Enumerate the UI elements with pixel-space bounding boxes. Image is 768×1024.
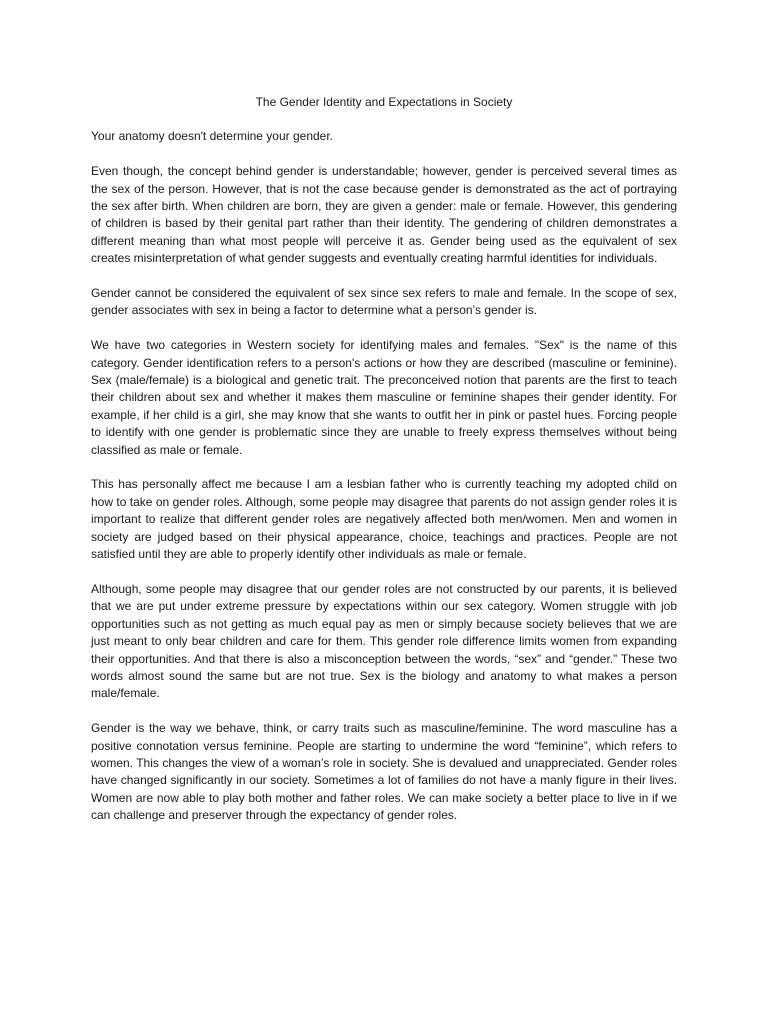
paragraph: This has personally affect me because I am a lesbian father who is currently teaching my adopted child on how to take on gender roles. Although, some people may disagree that parents do not assign gender roles it is important to realize that different gender roles are negatively affected both men/women. Men and women in society are judged based on their physical appearance, choice, teachings and practices. People are not satisfied until they are able to properly identify other individuals as male or female. — [91, 477, 677, 562]
paragraph: Gender cannot be considered the equivalent of sex since sex refers to male and female. In the scope of sex, gender associates with sex in being a factor to determine what a person’s gender is. — [91, 286, 677, 318]
paragraph: Although, some people may disagree that our gender roles are not constructed by our parents, it is believed that we are put under extreme pressure by expectations within our sex category. Women struggle with job opportunities such as not getting as much equal pay as men or simply because society believes that we are just meant to only bear children and care for them. This gender role difference limits women from expanding their opportunities. And that there is also a misconception between the words, “sex” and “gender.” These two words almost sound the same but are not true. Sex is the biology and anatomy to what makes a person male/female. — [91, 581, 677, 701]
paragraph: Gender is the way we behave, think, or carry traits such as masculine/feminine. The word masculine has a positive connotation versus feminine. People are starting to undermine the word “feminine”, which refers to women. This changes the view of a woman’s role in society. She is devalued and unappreciated. Gender roles have changed significantly in our society. Sometimes a lot of families do not have a manly figure in their lives. Women are now able to play both mother and father roles. We can make society a better place to live in if we can challenge and preserver through the expectancy of gender roles. — [91, 721, 677, 823]
document-body — [91, 94, 677, 842]
paragraph: We have two categories in Western society for identifying males and females. "Sex" is the name of this category. Gender identification refers to a person's actions or how they are described (masculine or feminine). Sex (male/female) is a biological and genetic trait. The preconceived notion that parents are the first to teach their children about sex and whether it makes them masculine or feminine shapes their gender identity. For example, if her child is a girl, she may know that she wants to outfit her in pink or pastel hues. Forcing people to identify with one gender is problematic since they are unable to freely express themselves without being classified as male or female. — [91, 338, 677, 457]
paragraph: Even though, the concept behind gender is understandable; however, gender is perceived several times as the sex of the person. However, that is not the case because gender is demonstrated as the act of portraying the sex after birth. When children are born, they are given a gender: male or female. However, this gendering of children is based by their genital part rather than their identity. The gendering of children demonstrates a different meaning than what most people will perceive it as. Gender being used as the equivalent of sex creates misinterpretation of what gender suggests and eventually creating harmful identities for individuals. — [91, 164, 677, 266]
lead-sentence: Your anatomy doesn't determine your gender. — [91, 129, 334, 144]
document-title: The Gender Identity and Expectations in Society — [255, 95, 513, 109]
